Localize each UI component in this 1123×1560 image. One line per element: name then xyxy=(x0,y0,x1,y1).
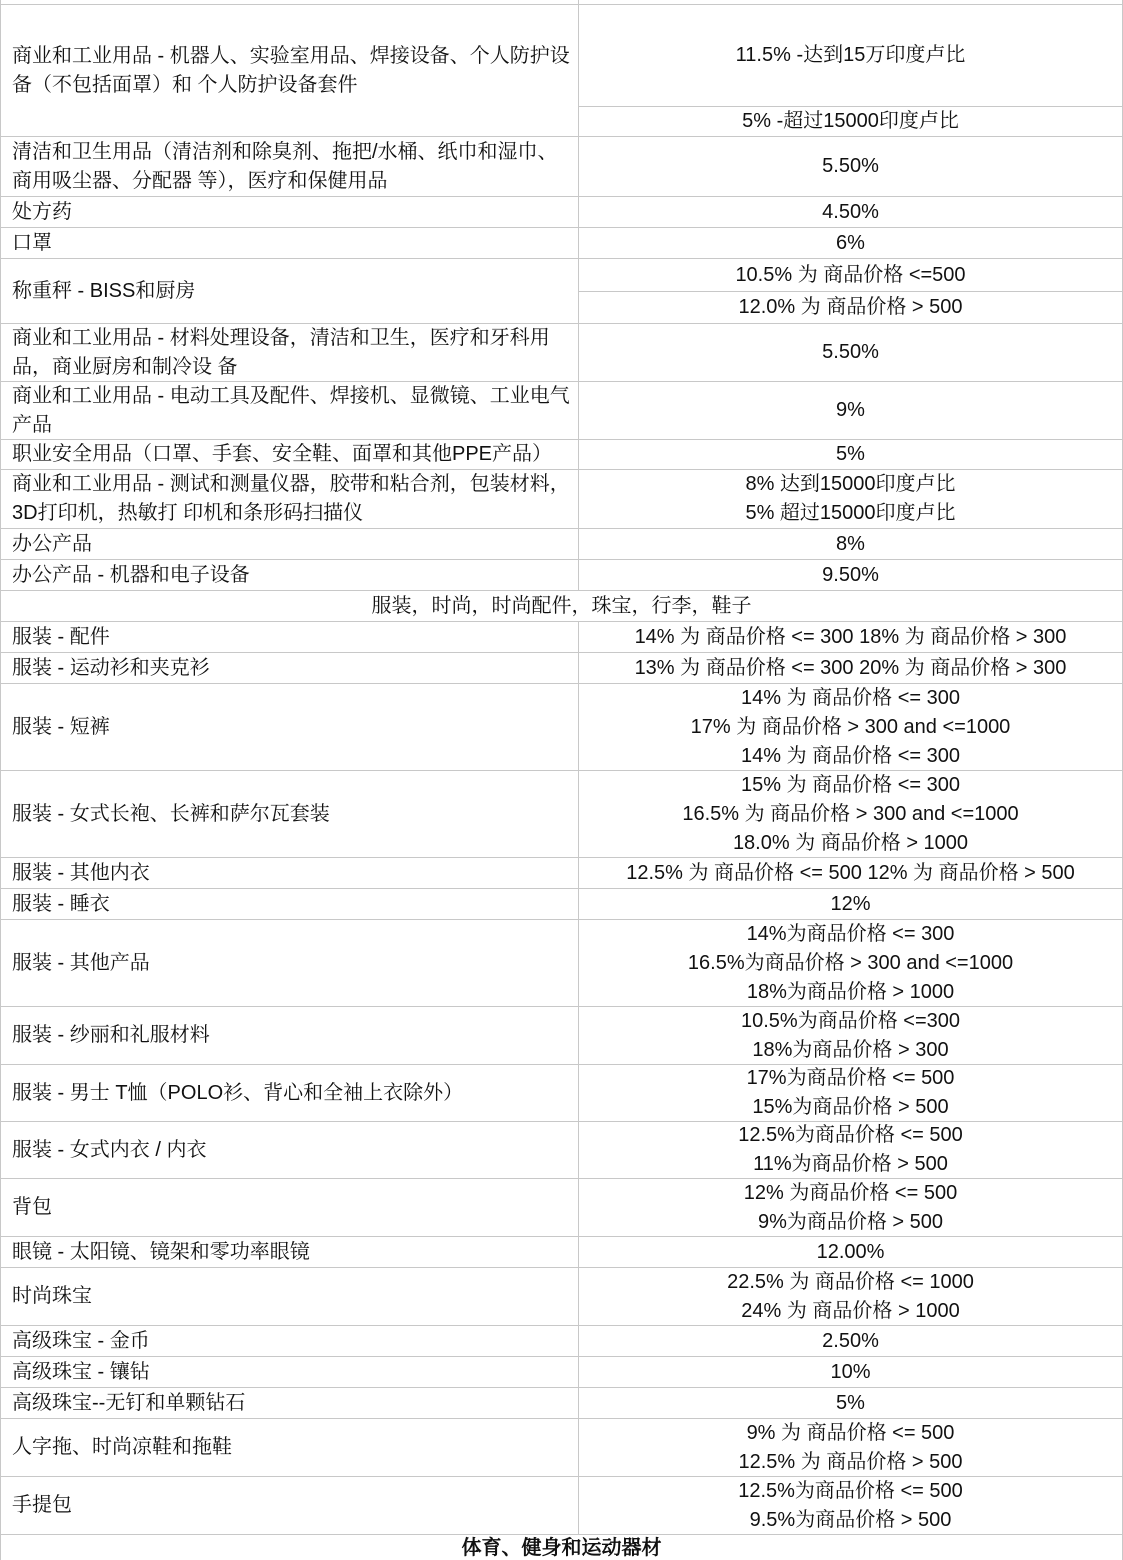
category-line: 清洁和卫生用品（清洁剂和除臭剂、拖把/水桶、纸巾和湿巾、 xyxy=(12,140,558,163)
category-cell xyxy=(1,1268,579,1325)
section-cell xyxy=(1,591,1122,621)
category-line: 商业和工业用品 - 电动工具及配件、焊接机、显微镜、工业电气 xyxy=(12,384,570,407)
table-row xyxy=(1,1122,1122,1179)
category-cell xyxy=(1,324,579,381)
rate-line: 16.5% 为 商品价格 > 300 and <=1000 xyxy=(682,802,1019,825)
category-line: 人字拖、时尚凉鞋和拖鞋 xyxy=(12,1436,232,1458)
table-row xyxy=(1,771,1122,858)
rate-line: 17% 为 商品价格 > 300 and <=1000 xyxy=(690,715,1011,738)
rate-cell xyxy=(579,382,1122,439)
section-heading: 服装，时尚，时尚配件，珠宝，行李，鞋子 xyxy=(371,594,752,617)
category-cell xyxy=(1,771,579,857)
category-cell xyxy=(1,1065,579,1121)
rate-line: 9.5%为商品价格 > 500 xyxy=(749,1508,952,1531)
rate-line: 16.5%为商品价格 > 300 and <=1000 xyxy=(687,951,1014,974)
rate-cell xyxy=(579,858,1122,888)
rate-cell xyxy=(579,529,1122,559)
rate-line: 12.0% 为 商品价格 > 500 xyxy=(738,296,963,318)
rate-subcell xyxy=(579,259,1122,292)
category-line: 备（不包括面罩）和 个人防护设备套件 xyxy=(12,73,358,96)
category-cell xyxy=(1,1419,579,1476)
rate-line: 12.00% xyxy=(816,1240,885,1263)
table-row xyxy=(1,1065,1122,1122)
rate-cell xyxy=(579,1122,1122,1178)
rate-line: 12.5% 为 商品价格 <= 500 12% 为 商品价格 > 500 xyxy=(626,861,1075,884)
rate-line: 12% xyxy=(830,892,871,915)
rate-line: 2.50% xyxy=(822,1329,879,1352)
rate-line: 11.5% -达到15万印度卢比 xyxy=(735,44,966,66)
rate-line: 5.50% xyxy=(822,155,879,177)
category-cell xyxy=(1,653,579,683)
category-line: 眼镜 - 太阳镜、镜架和零功率眼镜 xyxy=(12,1240,310,1263)
table-row xyxy=(1,228,1122,259)
rate-line: 12.5%为商品价格 <= 500 xyxy=(738,1124,963,1146)
table-row xyxy=(1,197,1122,228)
rate-cell xyxy=(579,1419,1122,1476)
rate-cell xyxy=(579,889,1122,919)
category-cell xyxy=(1,1122,579,1178)
rate-cell xyxy=(579,920,1122,1006)
table-row xyxy=(1,1237,1122,1268)
category-cell xyxy=(1,137,579,196)
category-cell xyxy=(1,5,579,136)
rate-cell xyxy=(579,1065,1122,1121)
category-line: 品，商业厨房和制冷设 备 xyxy=(12,355,238,378)
category-line: 产品 xyxy=(12,413,52,436)
table-row xyxy=(1,470,1122,529)
rate-cell xyxy=(579,0,1122,4)
category-line: 服装 - 女式内衣 / 内衣 xyxy=(12,1138,207,1161)
rate-line: 15% 为 商品价格 <= 300 xyxy=(741,773,960,796)
category-line: 职业安全用品（口罩、手套、安全鞋、面罩和其他PPE产品） xyxy=(12,443,553,465)
section-row xyxy=(1,1535,1122,1560)
category-cell xyxy=(1,0,579,4)
category-cell xyxy=(1,440,579,469)
category-line: 高级珠宝 - 金币 xyxy=(12,1329,150,1352)
rate-cell xyxy=(579,1237,1122,1267)
table-row xyxy=(1,1326,1122,1357)
table-row xyxy=(1,5,1122,137)
rate-line: 15%为商品价格 > 500 xyxy=(752,1096,949,1118)
category-line: 服装 - 睡衣 xyxy=(12,892,110,915)
rate-cell xyxy=(579,259,1122,323)
section-heading: 体育、健身和运动器材 xyxy=(461,1537,662,1559)
category-cell xyxy=(1,1357,579,1387)
category-cell xyxy=(1,1326,579,1356)
rate-line: 5.50% xyxy=(822,341,879,363)
category-line: 服装 - 其他内衣 xyxy=(12,861,150,884)
rate-cell xyxy=(579,1007,1122,1064)
rate-cell xyxy=(579,771,1122,857)
category-line: 办公产品 - 机器和电子设备 xyxy=(12,563,250,586)
table-row xyxy=(1,1477,1122,1535)
table-row xyxy=(1,560,1122,591)
category-cell xyxy=(1,197,579,227)
rate-cell xyxy=(579,1477,1122,1534)
rate-cell xyxy=(579,1326,1122,1356)
category-line: 商用吸尘器、分配器 等），医疗和保健用品 xyxy=(12,169,388,192)
category-line: 服装 - 运动衫和夹克衫 xyxy=(12,656,210,679)
rate-line: 9% xyxy=(836,399,865,421)
rate-line: 9.50% xyxy=(822,563,879,586)
category-line: 处方药 xyxy=(12,200,72,223)
table-row xyxy=(1,920,1122,1007)
rate-line: 10.5%为商品价格 <=300 xyxy=(741,1009,960,1032)
rate-line: 13% 为 商品价格 <= 300 20% 为 商品价格 > 300 xyxy=(634,656,1067,679)
table-row xyxy=(1,382,1122,440)
rate-line: 24% 为 商品价格 > 1000 xyxy=(741,1299,960,1322)
category-cell xyxy=(1,1237,579,1267)
rate-cell xyxy=(579,1179,1122,1236)
category-cell xyxy=(1,622,579,652)
category-cell xyxy=(1,470,579,528)
rate-line: 14% 为 商品价格 <= 300 18% 为 商品价格 > 300 xyxy=(634,625,1067,648)
category-line: 口罩 xyxy=(12,231,52,254)
category-cell xyxy=(1,1388,579,1418)
category-cell xyxy=(1,259,579,323)
table-row xyxy=(1,1388,1122,1419)
category-line: 办公产品 xyxy=(12,532,92,555)
rate-cell xyxy=(579,684,1122,770)
rate-line: 14% 为 商品价格 <= 300 xyxy=(741,744,960,767)
table-row xyxy=(1,684,1122,771)
rate-line: 11%为商品价格 > 500 xyxy=(753,1153,948,1175)
category-line: 商业和工业用品 - 材料处理设备，清洁和卫生，医疗和牙科用 xyxy=(12,326,550,349)
category-cell xyxy=(1,1477,579,1534)
category-line: 服装 - 女式长袍、长裤和萨尔瓦套装 xyxy=(12,802,330,825)
category-cell xyxy=(1,920,579,1006)
rate-cell xyxy=(579,228,1122,258)
rate-line: 5% xyxy=(836,443,865,465)
rate-cell xyxy=(579,324,1122,381)
category-line: 高级珠宝 - 镶钻 xyxy=(12,1360,150,1383)
rate-cell xyxy=(579,1388,1122,1418)
category-line: 手提包 xyxy=(12,1494,72,1516)
rate-line: 10% xyxy=(830,1360,871,1383)
category-cell xyxy=(1,382,579,439)
table-row xyxy=(1,1357,1122,1388)
rate-line: 18%为商品价格 > 300 xyxy=(752,1038,949,1061)
rate-cell xyxy=(579,197,1122,227)
category-line: 高级珠宝--无钉和单颗钻石 xyxy=(12,1391,246,1414)
category-line: 3D打印机，热敏打 印机和条形码扫描仪 xyxy=(12,502,364,524)
rate-line: 17%为商品价格 <= 500 xyxy=(746,1067,955,1089)
category-cell xyxy=(1,684,579,770)
rate-cell xyxy=(579,470,1122,528)
table-row xyxy=(1,858,1122,889)
category-cell xyxy=(1,889,579,919)
category-cell xyxy=(1,529,579,559)
rate-line: 5% -超过15000印度卢比 xyxy=(742,110,959,132)
rate-cell xyxy=(579,1268,1122,1325)
rate-line: 14% 为 商品价格 <= 300 xyxy=(741,686,960,709)
rate-cell xyxy=(579,440,1122,469)
rate-subcell xyxy=(579,292,1122,323)
category-cell xyxy=(1,858,579,888)
table-row xyxy=(1,622,1122,653)
table-row xyxy=(1,529,1122,560)
table-row xyxy=(1,1179,1122,1237)
table-row xyxy=(1,259,1122,324)
rate-line: 10.5% 为 商品价格 <=500 xyxy=(735,263,966,286)
table-row xyxy=(1,889,1122,920)
section-row xyxy=(1,591,1122,622)
table-row xyxy=(1,440,1122,470)
table-row xyxy=(1,1268,1122,1326)
category-cell xyxy=(1,1179,579,1236)
table-row xyxy=(1,137,1122,197)
category-line: 服装 - 男士 T恤（POLO衫、背心和全袖上衣除外） xyxy=(12,1081,464,1104)
category-cell xyxy=(1,1007,579,1064)
category-line: 服装 - 短裤 xyxy=(12,715,110,738)
rate-line: 5% xyxy=(836,1391,865,1414)
rate-subcell xyxy=(579,5,1122,107)
rate-cell xyxy=(579,137,1122,196)
category-cell xyxy=(1,560,579,590)
category-line: 背包 xyxy=(12,1196,52,1218)
rate-line: 12% 为商品价格 <= 500 xyxy=(743,1181,958,1204)
rate-line: 9%为商品价格 > 500 xyxy=(757,1210,944,1233)
rate-cell xyxy=(579,5,1122,136)
rate-line: 18.0% 为 商品价格 > 1000 xyxy=(732,831,969,854)
rate-line: 18%为商品价格 > 1000 xyxy=(746,980,955,1003)
category-cell xyxy=(1,228,579,258)
category-line: 时尚珠宝 xyxy=(12,1285,92,1307)
rate-line: 9% 为 商品价格 <= 500 xyxy=(746,1421,955,1444)
rate-cell xyxy=(579,622,1122,652)
rate-line: 8% 达到15000印度卢比 xyxy=(745,473,956,495)
category-line: 称重秤 - BISS和厨房 xyxy=(12,279,196,302)
rate-line: 4.50% xyxy=(822,200,879,223)
rate-line: 5% 超过15000印度卢比 xyxy=(745,502,956,524)
rate-line: 12.5% 为 商品价格 > 500 xyxy=(738,1450,963,1473)
rate-line: 12.5%为商品价格 <= 500 xyxy=(738,1479,963,1502)
rate-line: 8% xyxy=(836,532,865,555)
section-cell xyxy=(1,1535,1122,1560)
rate-line: 14%为商品价格 <= 300 xyxy=(746,922,955,945)
category-line: 服装 - 配件 xyxy=(12,625,110,648)
category-line: 商业和工业用品 - 机器人、实验室用品、焊接设备、个人防护设 xyxy=(12,44,570,67)
table-row xyxy=(1,653,1122,684)
table-row xyxy=(1,1007,1122,1065)
category-line: 服装 - 其他产品 xyxy=(12,951,150,974)
rate-cell xyxy=(579,1357,1122,1387)
category-line: 商业和工业用品 - 测试和测量仪器，胶带和粘合剂，包装材料， xyxy=(12,473,570,495)
table-row xyxy=(1,324,1122,382)
category-line: 服装 - 纱丽和礼服材料 xyxy=(12,1024,210,1046)
rate-line: 6% xyxy=(836,231,865,254)
rate-line: 22.5% 为 商品价格 <= 1000 xyxy=(727,1270,974,1293)
rate-cell xyxy=(579,653,1122,683)
table-row xyxy=(1,1419,1122,1477)
rate-cell xyxy=(579,560,1122,590)
rate-subcell xyxy=(579,107,1122,136)
